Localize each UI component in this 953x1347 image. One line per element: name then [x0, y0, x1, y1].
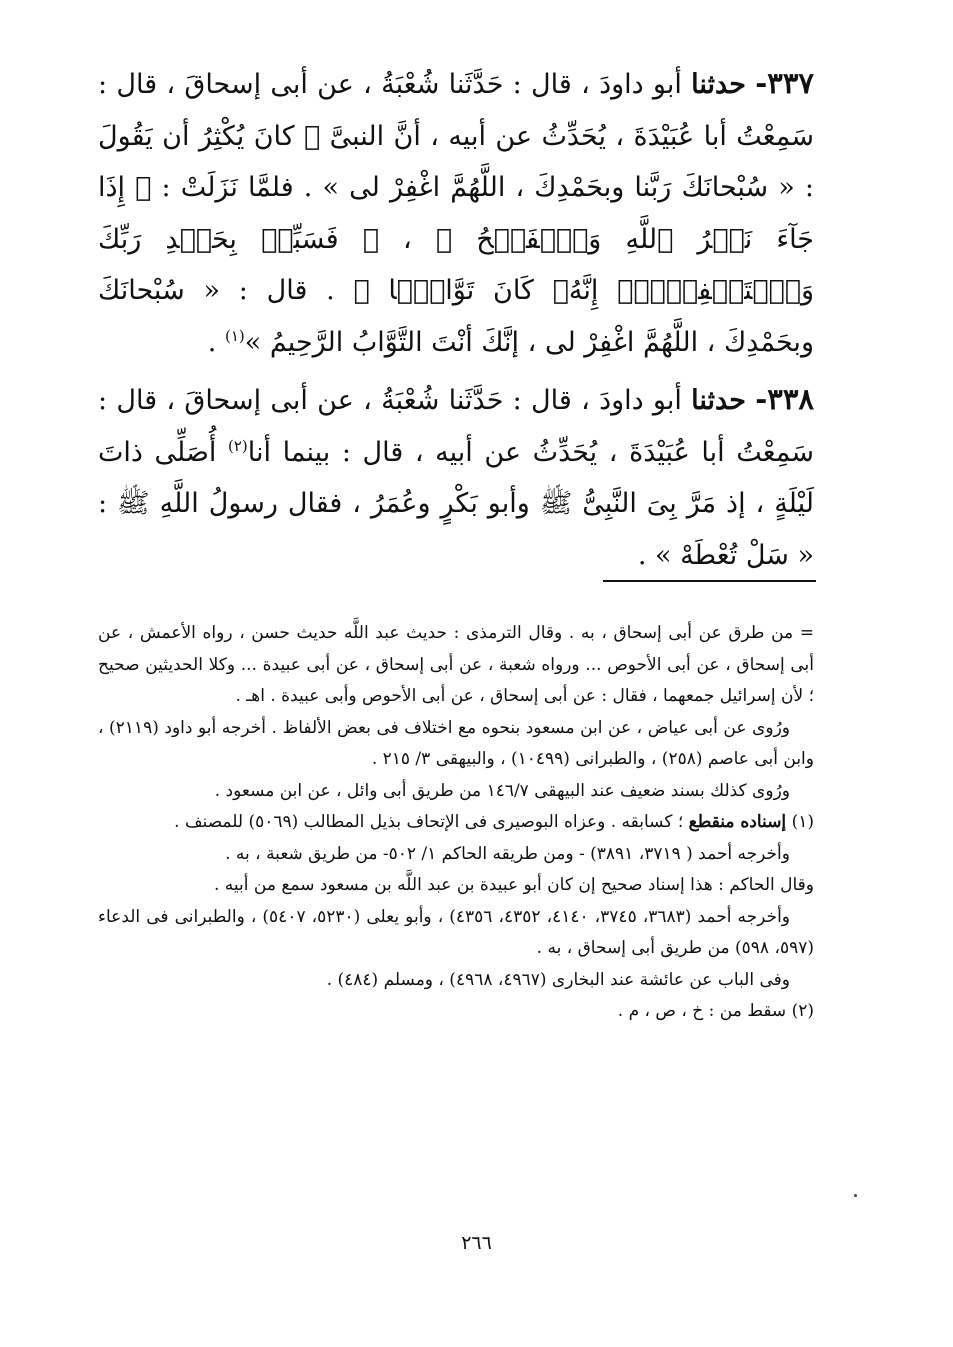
hadith-text: .: [207, 326, 225, 358]
footnote-ref: (٢): [228, 436, 248, 455]
footnotes: [98, 618, 814, 1028]
footnote-continuation: = من طرق عن أبى إسحاق ، به . وقال الترمذى : حديث عبد اللَّه حديث حسن ، رواه الأعمش ، عن أبى إسحاق ، عن أبى الأحوص ... ورواه شعبة ، عن أبى إسحاق ، عن أبى عبيدة ... وكلا الحديثين صحيح ؛ لأن إسرائيل جمعهما ، فقال : عن أبى إسحاق ، عن أبى الأحوص وأبى عبيدة . اهـ .: [98, 623, 814, 706]
footnote-2: (٢) سقط من : خ ، ص ، م .: [617, 1001, 814, 1021]
hadith-338: [98, 374, 814, 581]
hadith-text: أبو داودَ ، قال : حَدَّثَنا شُعْبَةُ ، عن أبى إسحاقَ ، قال : سَمِعْتُ أبا عُبَيْدَةَ ، يُحَدِّثُ عن أبيه ، قال : بينما أنا: [98, 385, 814, 468]
footnote-number: (١): [791, 812, 814, 832]
hadith-number: ٣٣٧-: [755, 66, 814, 100]
footnote-separator: [603, 580, 816, 582]
footnote-paragraph: وقال الحاكم : هذا إسناد صحيح إن كان أبو عبيدة بن عبد اللَّه بن مسعود سمع من أبيه .: [213, 875, 814, 895]
footnote-paragraph: ورُوى كذلك بسند ضعيف عند البيهقى ١٤٦/٧ من طريق أبى وائل ، عن ابن مسعود .: [214, 780, 790, 801]
page-number: ٢٦٦: [461, 1232, 492, 1254]
footnote-bold-phrase: إسناده منقطع: [688, 812, 787, 832]
quran-verse: ﴿ إِذَا جَآءَ نَصۡرُ ٱللَّهِ وَٱلۡفَتۡحُ ﴾: [98, 172, 814, 255]
footnote-text: ؛ كسابقه . وعزاه البوصيرى فى الإتحاف بذيل المطالب (٥٠٦٩) للمصنف .: [174, 812, 689, 832]
hadith-text: . قال : « سُبْحانَكَ وبحَمْدِكَ ، اللَّهُمَّ اغْفِرْ لى ، إنَّكَ أنْتَ التَّوَّابُ الرَّحِيمُ »: [98, 275, 814, 358]
main-text: [98, 58, 814, 581]
haddathana-word: حدثنا: [691, 385, 746, 416]
hadith-337: [98, 58, 814, 368]
footnote-ref: (١): [224, 326, 245, 345]
haddathana-word: حدثنا: [691, 69, 746, 100]
quran-verse: ﴿ فَسَبِّحۡ بِحَمۡدِ رَبِّكَ وَٱسۡتَغۡفِرۡهُۚ إِنَّهُۥ كَانَ تَوَّابَۢا ﴾: [98, 223, 814, 306]
hadith-number: ٣٣٨-: [755, 382, 814, 416]
footnote-paragraph: وأخرجه أحمد (٣٦٨٣، ٣٧٤٥، ٤١٤٠، ٤٣٥٢، ٤٣٥٦) ، وأبو يعلى (٥٢٣٠، ٥٤٠٧) ، والطبرانى فى الدعاء (٥٩٧، ٥٩٨) من طريق أبى إسحاق ، به .: [98, 906, 814, 958]
hadith-text: أبو داودَ ، قال : حَدَّثَنا شُعْبَةُ ، عن أبى إسحاقَ ، قال : سَمِعْتُ أبا عُبَيْدَةَ ، يُحَدِّثُ عن أبيه ، أنَّ النبىَّ ﷺ كانَ يُكْثِرُ أن يَقُولَ : « سُبْحانَكَ رَبَّنا وبحَمْدِكَ ، اللَّهُمَّ اغْفِرْ لى » . فلمَّا نَزَلَتْ :: [98, 69, 814, 203]
footnote-paragraph: وأخرجه أحمد ( ٣٧١٩، ٣٨٩١) - ومن طريقه الحاكم ١/ ٥٠٢- من طريق شعبة ، به .: [225, 843, 790, 864]
scan-speck: [854, 1194, 857, 1197]
footnote-paragraph: وفى الباب عن عائشة عند البخارى (٤٩٦٧، ٤٩٦٨) ، ومسلم (٤٨٤) .: [326, 969, 790, 990]
hadith-text: أُصَلِّى ذاتَ لَيْلَةٍ ، إذ مَرَّ بِىَ النَّبِىُّ ﷺ وأبو بَكْرٍ وعُمَرُ ، فقال رسولُ اللَّهِ ﷺ : « سَلْ تُعْطَهْ » .: [98, 436, 814, 571]
footnote-paragraph: ورُوى عن أبى عياض ، عن ابن مسعود بنحوه مع اختلاف فى بعض الألفاظ . أخرجه أبو داود (٢١١٩) ، وابن أبى عاصم (٢٥٨) ، والطبرانى (١٠٤٩٩) ، والبيهقى ٣/ ٢١٥ .: [98, 717, 814, 769]
hadith-text: ،: [378, 223, 436, 255]
footnote-1: [98, 807, 814, 839]
